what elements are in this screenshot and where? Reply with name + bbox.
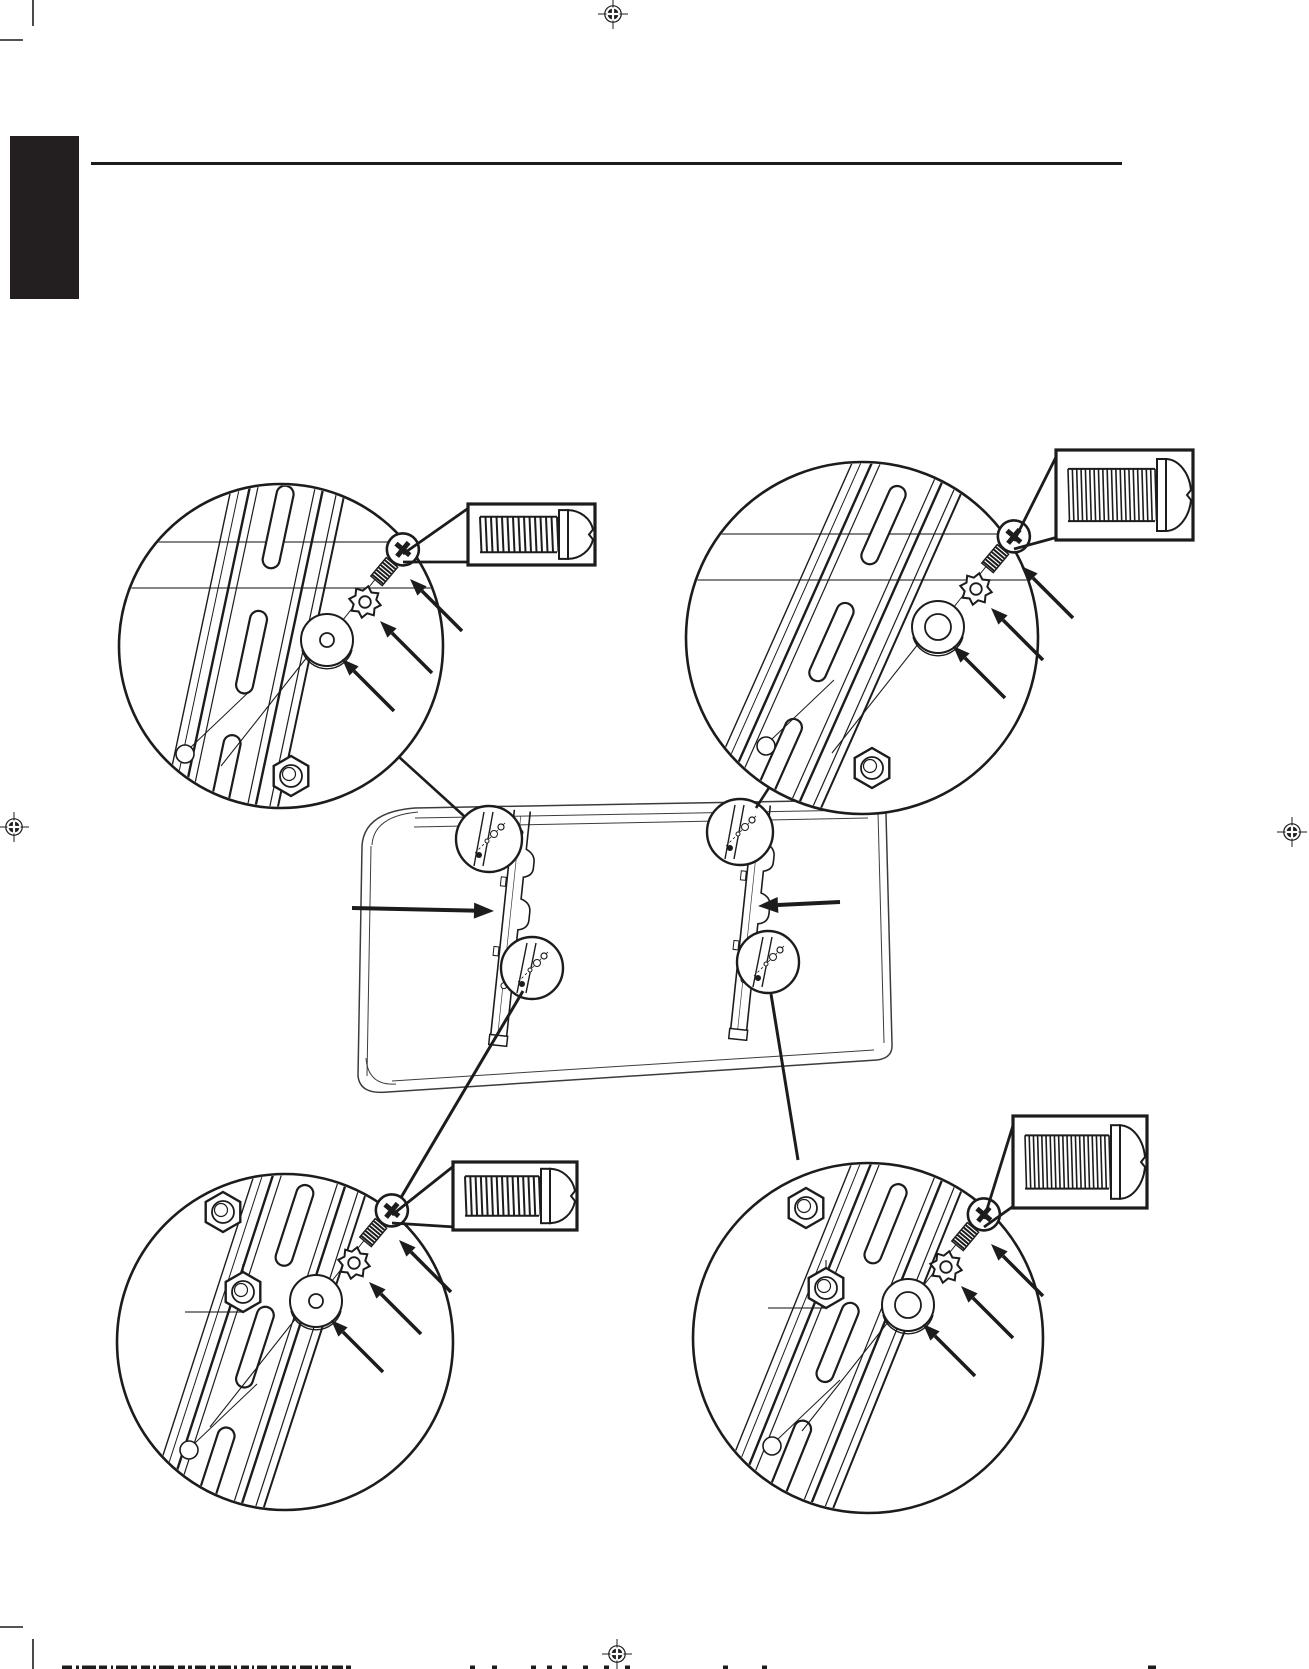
screw-detail-box-top-left	[403, 504, 595, 565]
mini-bolt	[755, 975, 761, 981]
detail-callout-bottom-right	[693, 1106, 1043, 1565]
washer-hole	[320, 633, 334, 647]
clipped-text-mark	[153, 1666, 156, 1669]
header-rule	[91, 162, 1122, 165]
lock-washer-hole	[970, 583, 982, 595]
mini-bolt	[727, 845, 733, 851]
clipped-text-mark	[195, 1666, 206, 1669]
mini-washer	[528, 968, 532, 972]
mini-screw-head	[777, 947, 783, 953]
clipped-text-mark	[131, 1666, 137, 1669]
registration-mark-icon	[598, 0, 628, 29]
clipped-text-mark	[300, 1666, 312, 1669]
clipped-text-mark	[1148, 1666, 1156, 1669]
mount-hole-icon	[763, 1437, 781, 1455]
hex-nut-icon	[855, 748, 890, 788]
clipped-text-mark	[159, 1666, 174, 1669]
mini-screw-head	[498, 824, 504, 830]
registration-mark-icon	[602, 1639, 632, 1669]
bolt-tip	[864, 760, 877, 773]
clipped-text-mark	[241, 1666, 249, 1669]
bolt-tip	[283, 768, 296, 781]
clipped-text-mark	[604, 1666, 609, 1669]
clipped-text-mark	[210, 1666, 215, 1669]
clipped-text-mark	[76, 1666, 79, 1669]
arrow-shaft	[352, 908, 474, 911]
screw-detail-box-bottom-right	[984, 1116, 1147, 1227]
clipped-text-mark	[116, 1666, 128, 1669]
bolt-tip	[235, 1284, 248, 1297]
hex-nut-icon	[206, 1192, 241, 1232]
lock-washer-hole	[940, 1261, 952, 1273]
detail-callout-top-right	[686, 406, 1073, 864]
detail-callout-top-left	[119, 426, 462, 864]
clipped-text-mark	[257, 1666, 267, 1669]
screw-detail-box-top-right	[1014, 450, 1193, 549]
clipped-text-mark	[346, 1666, 351, 1669]
clipped-text-mark	[280, 1666, 289, 1669]
bracket-tab	[740, 871, 746, 880]
mini-bolt	[519, 981, 525, 987]
bracket-tab	[493, 946, 499, 955]
clipped-text-mark	[547, 1666, 552, 1669]
detail-callout-bottom-left	[117, 1116, 453, 1565]
bolt-tip	[798, 1200, 811, 1213]
registration-mark-icon	[0, 812, 29, 842]
clipped-text-mark	[252, 1666, 254, 1669]
clipped-text-mark	[492, 1666, 497, 1669]
clipped-text-mark	[62, 1666, 72, 1669]
clipped-text-mark	[234, 1666, 237, 1669]
clipped-text-mark	[583, 1666, 588, 1669]
head-flat	[1157, 459, 1166, 531]
clipped-text-mark	[99, 1666, 107, 1669]
bracket-tab	[733, 940, 739, 949]
mini-screw-head	[541, 953, 547, 959]
bracket-foot	[729, 1028, 748, 1040]
mount-hole-icon	[757, 737, 775, 755]
head-flat	[559, 510, 568, 559]
mount-hole-icon	[176, 745, 194, 763]
mount-point-callout	[737, 931, 799, 993]
lock-washer-hole	[348, 1257, 360, 1269]
clipped-text-mark	[188, 1666, 192, 1669]
mount-hole-icon	[180, 1441, 198, 1459]
mini-screw-head	[749, 817, 755, 823]
clipped-text-mark	[470, 1666, 475, 1669]
page-header	[10, 136, 1122, 299]
washer-hole	[895, 1292, 921, 1318]
mini-washer	[764, 962, 768, 966]
mini-lock-washer	[491, 831, 498, 838]
hex-nut-icon	[226, 1272, 261, 1312]
clipped-text-mark	[562, 1666, 567, 1669]
clipped-text-mark	[271, 1666, 277, 1669]
mount-point-callout	[456, 806, 522, 872]
clipped-text-mark	[141, 1666, 150, 1669]
mini-washer	[736, 832, 740, 836]
box-leader-line	[403, 507, 470, 554]
clipped-text-mark	[315, 1666, 318, 1669]
mini-lock-washer	[770, 954, 777, 961]
mini-circle	[707, 799, 773, 865]
bracket-tab	[500, 877, 506, 886]
mini-washer	[485, 839, 489, 843]
head-flat	[541, 1169, 550, 1223]
head-flat	[1111, 1125, 1120, 1199]
washer-hole	[925, 614, 951, 640]
mini-lock-washer	[534, 960, 541, 967]
clipped-text-mark	[321, 1666, 328, 1669]
hex-nut-icon	[809, 1268, 844, 1308]
bolt-tip	[818, 1280, 831, 1293]
mini-lock-washer	[742, 824, 749, 831]
clipped-text-mark	[531, 1666, 536, 1669]
clipped-text-mark	[625, 1666, 630, 1669]
section-tab	[10, 136, 79, 299]
mini-circle	[501, 937, 563, 999]
mini-circle	[456, 806, 522, 872]
mini-bolt	[476, 852, 482, 858]
hex-nut-icon	[789, 1188, 824, 1228]
tv-back-panel	[358, 800, 892, 1092]
clipped-text-mark	[292, 1666, 296, 1669]
central-panel-assembly	[352, 799, 892, 1092]
registration-mark-icon	[1277, 817, 1307, 847]
clipped-text-mark	[218, 1666, 231, 1669]
footer-clipped-text	[62, 1666, 1156, 1669]
washer-hole	[309, 1294, 323, 1308]
arrow-shaft	[1033, 578, 1073, 618]
box-leader-line	[984, 1119, 1015, 1219]
box-leader-line	[392, 1165, 455, 1215]
clipped-text-mark	[111, 1666, 113, 1669]
mount-point-callout	[501, 937, 563, 999]
mini-circle	[737, 931, 799, 993]
bolt-tip	[215, 1204, 228, 1217]
lock-washer-hole	[359, 596, 371, 608]
clipped-text-mark	[178, 1666, 185, 1669]
mount-point-callout	[707, 799, 773, 865]
clipped-text-mark	[82, 1666, 96, 1669]
hex-nut-icon	[274, 756, 309, 796]
clipped-text-mark	[762, 1666, 767, 1669]
box-leader-line	[1014, 453, 1058, 541]
clipped-text-mark	[723, 1666, 728, 1669]
screw-detail-box-bottom-left	[392, 1162, 577, 1230]
clipped-text-mark	[332, 1666, 343, 1669]
